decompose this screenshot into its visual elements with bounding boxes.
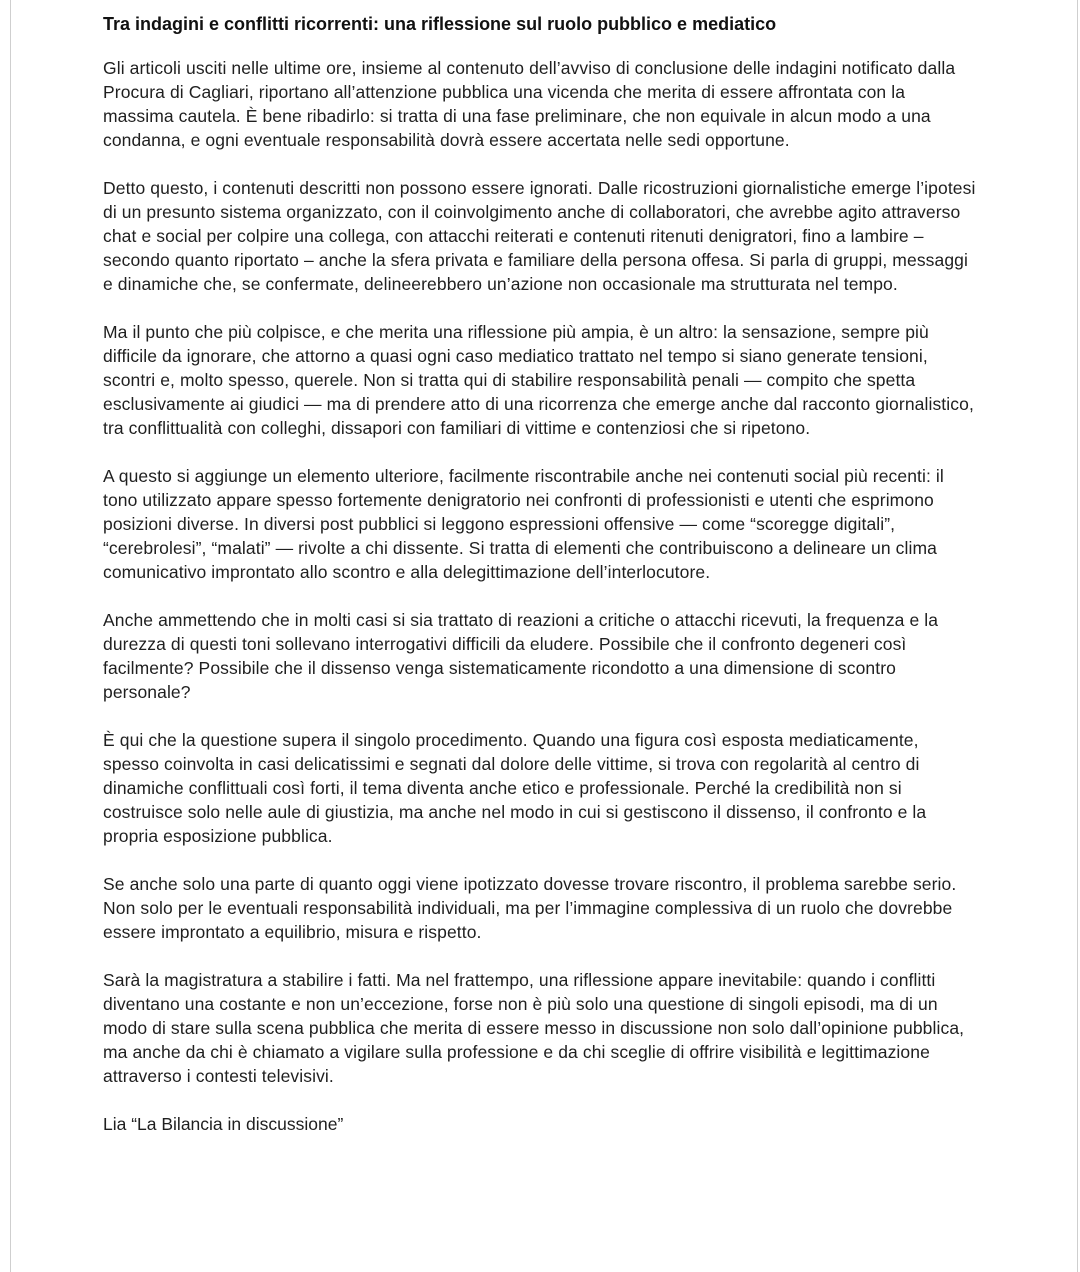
document-page — [10, 0, 1078, 1272]
paragraph: Anche ammettendo che in molti casi si sia trattato di reazioni a critiche o attacchi ricevuti, la frequenza e la durezza di questi toni sollevano interrogativi difficili da eludere. Possibile che il confronto degeneri così facilmente? Possibile che il dissenso venga sistematicamente ricondotto a una dimensione di scontro personale? — [103, 610, 939, 702]
document-content — [11, 0, 1077, 1176]
document-title: Tra indagini e conflitti ricorrenti: una riflessione sul ruolo pubblico e mediatico — [103, 14, 777, 34]
paragraph: Se anche solo una parte di quanto oggi viene ipotizzato dovesse trovare riscontro, il problema sarebbe serio. Non solo per le eventuali responsabilità individuali, ma per l’immagine complessiva di un ruolo che dovrebbe essere improntato a equilibrio, misura e rispetto. — [103, 874, 957, 942]
document-body — [103, 56, 977, 1088]
paragraph: Sarà la magistratura a stabilire i fatti. Ma nel frattempo, una riflessione appare inevitabile: quando i conflitti diventano una costante e non un’eccezione, forse non è più solo una questione di singoli episodi, ma di un modo di stare sulla scena pubblica che merita di essere messo in discussione non solo dall’opinione pubblica, ma anche da chi è chiamato a vigilare sulla professione e da chi sceglie di offrire visibilità e legittimazione attraverso i contesti televisivi. — [103, 970, 965, 1086]
paragraph: È qui che la questione supera il singolo procedimento. Quando una figura così esposta mediaticamente, spesso coinvolta in casi delicatissimi e segnati dal dolore delle vittime, si trova con regolarità al centro di dinamiche conflittuali così forti, il tema diventa anche etico e professionale. Perché la credibilità non si costruisce solo nelle aule di giustizia, ma anche nel modo in cui si gestiscono il dissenso, il confronto e la propria esposizione pubblica. — [103, 730, 927, 846]
signature-line: Lia “La Bilancia in discussione” — [103, 1114, 344, 1134]
paragraph: Gli articoli usciti nelle ultime ore, insieme al contenuto dell’avviso di conclusione delle indagini notificato dalla Procura di Cagliari, riportano all’attenzione pubblica una vicenda che merita di essere affrontata con la massima cautela. È bene ribadirlo: si tratta di una fase preliminare, che non equivale in alcun modo a una condanna, e ogni eventuale responsabilità dovrà essere accertata nelle sedi opportune. — [103, 58, 956, 150]
paragraph: A questo si aggiunge un elemento ulteriore, facilmente riscontrabile anche nei contenuti social più recenti: il tono utilizzato appare spesso fortemente denigratorio nei confronti di professionisti e utenti che esprimono posizioni diverse. In diversi post pubblici si leggono espressioni offensive — come “scoregge digitali”, “cerebrolesi”, “malati” — rivolte a chi dissente. Si tratta di elementi che contribuiscono a delineare un clima comunicativo improntato allo scontro e alla delegittimazione dell’interlocutore. — [103, 466, 944, 582]
paragraph: Ma il punto che più colpisce, e che merita una riflessione più ampia, è un altro: la sensazione, sempre più difficile da ignorare, che attorno a quasi ogni caso mediatico trattato nel tempo si siano generate tensioni, scontri e, molto spesso, querele. Non si tratta qui di stabilire responsabilità penali — compito che spetta esclusivamente ai giudici — ma di prendere atto di una ricorrenza che emerge anche dal racconto giornalistico, tra conflittualità con colleghi, dissapori con familiari di vittime e contenziosi che si ripetono. — [103, 322, 974, 438]
paragraph: Detto questo, i contenuti descritti non possono essere ignorati. Dalle ricostruzioni giornalistiche emerge l’ipotesi di un presunto sistema organizzato, con il coinvolgimento anche di collaboratori, che avrebbe agito attraverso chat e social per colpire una collega, con attacchi reiterati e contenuti ritenuti denigratori, fino a lambire – secondo quanto riportato – anche la sfera privata e familiare della persona offesa. Si parla di gruppi, messaggi e dinamiche che, se confermate, delineerebbero un’azione non occasionale ma strutturata nel tempo. — [103, 178, 976, 294]
